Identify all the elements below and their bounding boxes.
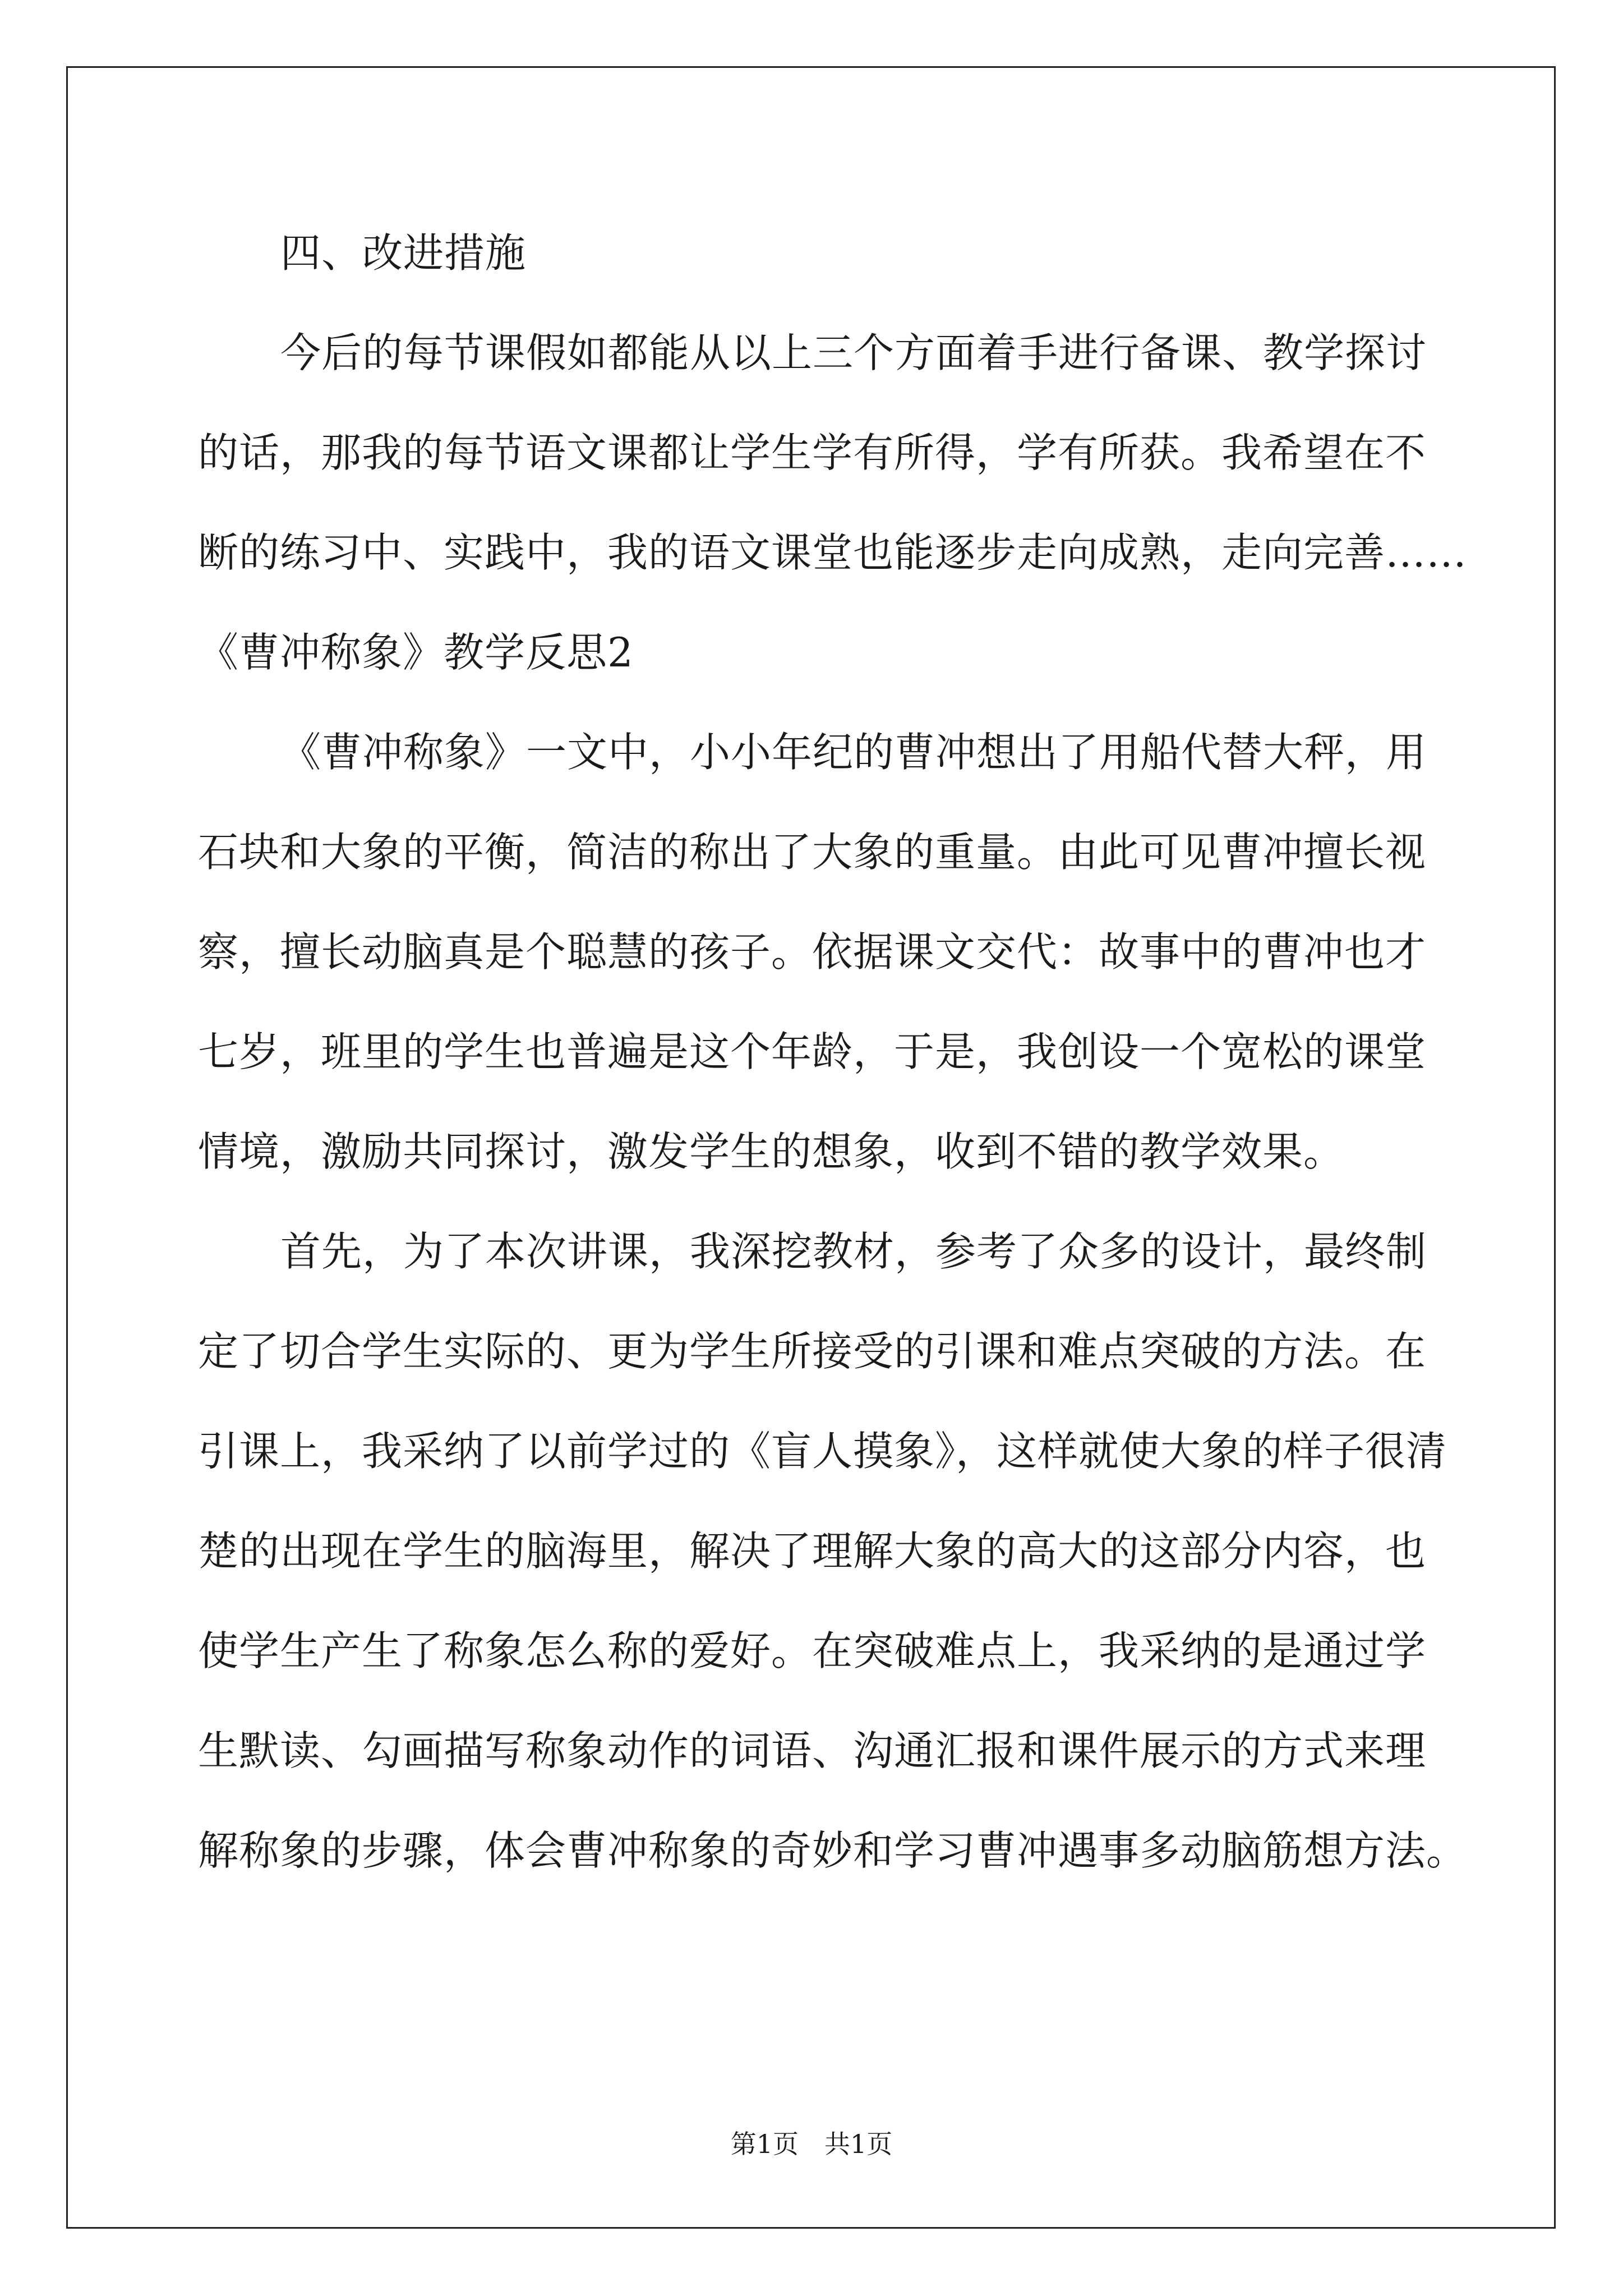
text-line: 定了切合学生实际的、更为学生所接受的引课和难点突破的方法。在 xyxy=(198,1328,1427,1375)
text-line: 解称象的步骤，体会曹冲称象的奇妙和学习曹冲遇事多动脑筋想方法。 xyxy=(198,1827,1468,1874)
section-heading: 《曹冲称象》教学反思2 xyxy=(198,629,634,676)
text-line: 四、改进措施 xyxy=(280,229,527,277)
text-line: 石块和大象的平衡，简洁的称出了大象的重量。由此可见曹冲擅长视 xyxy=(198,829,1427,876)
text-line: 引课上，我采纳了以前学过的《盲人摸象》，这样就使大象的样子很清 xyxy=(198,1428,1447,1475)
text-line: 情境，激励共同探讨，激发学生的想象，收到不错的教学效果。 xyxy=(198,1128,1345,1175)
text-line: 《曹冲称象》一文中，小小年纪的曹冲想出了用船代替大秤，用 xyxy=(280,729,1427,776)
text-line: 的话，那我的每节语文课都让学生学有所得，学有所获。我希望在不 xyxy=(198,429,1427,476)
text-line: 首先，为了本次讲课，我深挖教材，参考了众多的设计，最终制 xyxy=(280,1228,1427,1275)
text-line: 今后的每节课假如都能从以上三个方面着手进行备课、教学探讨 xyxy=(280,329,1427,376)
text-line: 断的练习中、实践中，我的语文课堂也能逐步走向成熟，走向完善…… xyxy=(198,529,1468,576)
text-line: 使学生产生了称象怎么称的爱好。在突破难点上，我采纳的是通过学 xyxy=(198,1627,1427,1674)
page-number-footer: 第1页 共1页 xyxy=(730,2129,893,2159)
document-body xyxy=(198,203,1468,1901)
text-line: 楚的出现在学生的脑海里，解决了理解大象的高大的这部分内容，也 xyxy=(198,1527,1427,1575)
text-line: 生默读、勾画描写称象动作的词语、沟通汇报和课件展示的方式来理 xyxy=(198,1727,1427,1774)
text-line: 七岁，班里的学生也普遍是这个年龄，于是，我创设一个宽松的课堂 xyxy=(198,1028,1427,1075)
text-line: 察，擅长动脑真是个聪慧的孩子。依据课文交代：故事中的曹冲也才 xyxy=(198,928,1427,976)
